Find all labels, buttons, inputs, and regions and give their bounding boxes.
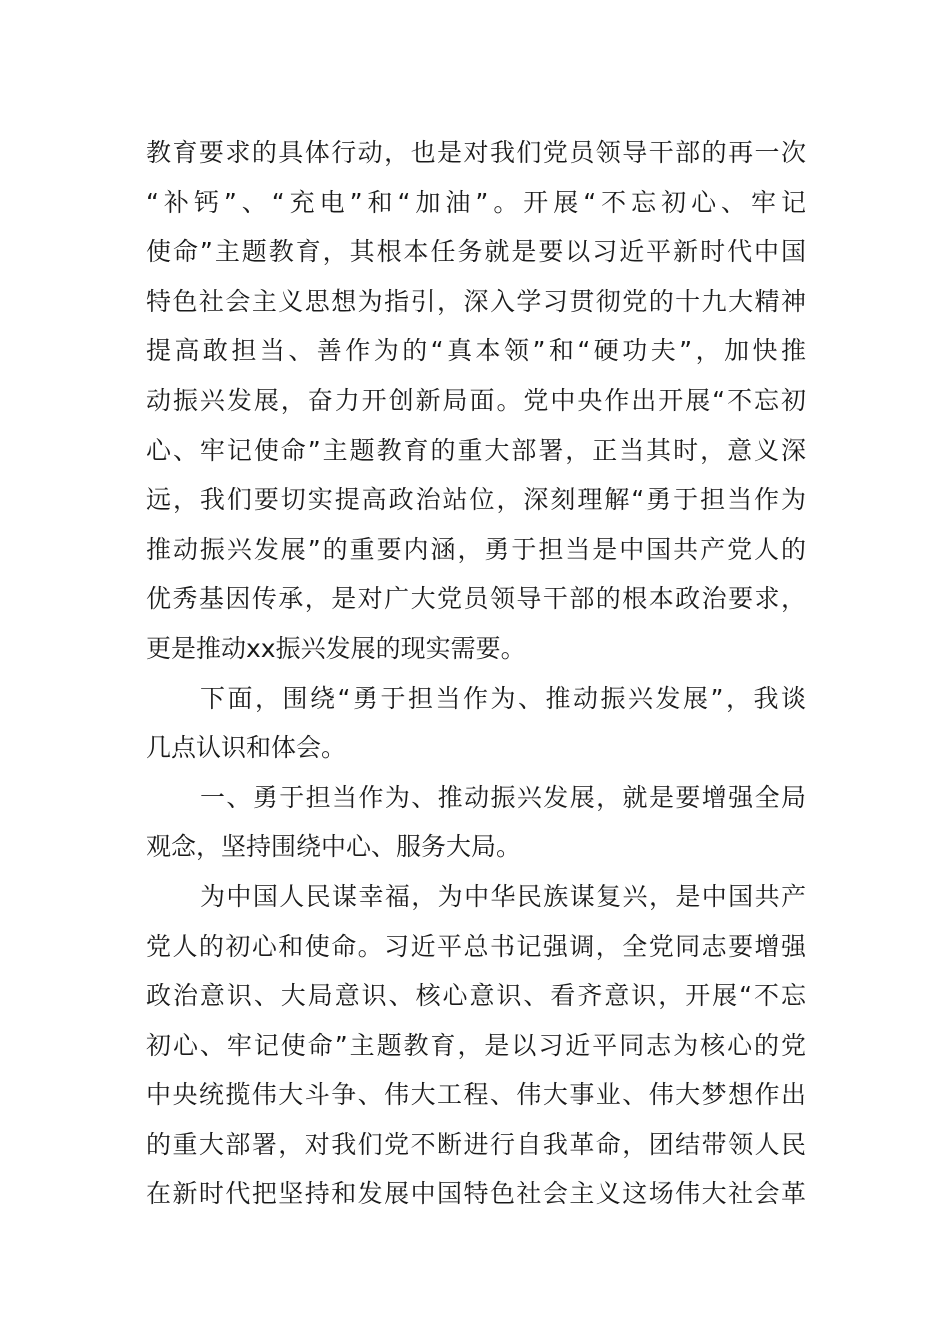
text-line: 几点认识和体会。 (146, 733, 347, 763)
paragraph-first-line: 下面，围绕“勇于担当作为、推动振兴发展”，我谈 (200, 683, 806, 713)
paragraph-first-line: 为中国人民谋幸福，为中华民族谋复兴，是中国共产 (200, 881, 806, 911)
text-line: 中央统揽伟大斗争、伟大工程、伟大事业、伟大梦想作出 (146, 1080, 806, 1110)
text-line: 党人的初心和使命。习近平总书记强调，全党同志要增强 (146, 931, 806, 961)
text-line: 更是推动xx振兴发展的现实需要。 (146, 633, 526, 663)
text-line: 优秀基因传承，是对广大党员领导干部的根本政治要求， (146, 584, 806, 614)
section-heading-line: 观念，坚持围绕中心、服务大局。 (146, 832, 522, 862)
text-line: 动振兴发展，奋力开创新局面。党中央作出开展“不忘初 (146, 385, 806, 415)
section-heading-line: 一、勇于担当作为、推动振兴发展，就是要增强全局 (200, 782, 806, 812)
text-line: 教育要求的具体行动，也是对我们党员领导干部的再一次 (146, 138, 806, 167)
text-line: 在新时代把坚持和发展中国特色社会主义这场伟大社会革 (146, 1179, 806, 1209)
text-line: 远，我们要切实提高政治站位，深刻理解“勇于担当作为 (146, 485, 806, 515)
text-line: 推动振兴发展”的重要内涵，勇于担当是中国共产党人的 (146, 534, 806, 564)
text-line: “补钙”、“充电”和“加油”。开展“不忘初心、牢记 (146, 187, 806, 217)
text-line: 政治意识、大局意识、核心意识、看齐意识，开展“不忘 (146, 981, 806, 1011)
text-line: 心、牢记使命”主题教育的重大部署，正当其时，意义深 (146, 435, 806, 465)
text-line: 提高敢担当、善作为的“真本领”和“硬功夫”，加快推 (146, 336, 806, 366)
text-line: 特色社会主义思想为指引，深入学习贯彻党的十九大精神 (146, 286, 806, 316)
text-line: 初心、牢记使命”主题教育，是以习近平同志为核心的党 (146, 1030, 806, 1060)
text-line: 的重大部署，对我们党不断进行自我革命，团结带领人民 (146, 1129, 806, 1159)
document-body (146, 128, 806, 1219)
text-line: 使命”主题教育，其根本任务就是要以习近平新时代中国 (146, 237, 806, 267)
